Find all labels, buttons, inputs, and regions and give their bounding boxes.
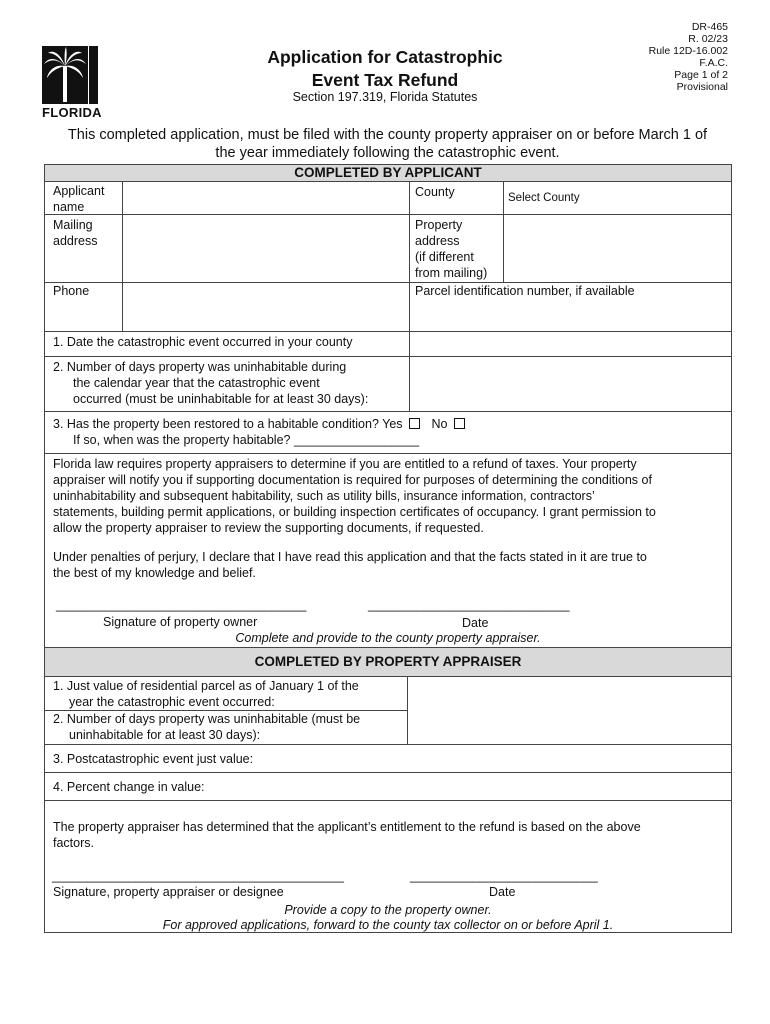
- page-title: [190, 46, 580, 92]
- divider: [45, 356, 731, 357]
- divider: [409, 181, 410, 411]
- label-line: name: [53, 200, 85, 214]
- divider: [45, 772, 731, 773]
- divider: [45, 676, 731, 677]
- appraiser-determination: [53, 819, 725, 851]
- no-label: No: [431, 417, 448, 431]
- divider: [503, 181, 504, 282]
- question-3: [53, 416, 465, 448]
- label-line: Property: [415, 218, 463, 232]
- yes-checkbox[interactable]: [409, 418, 420, 429]
- applicant-name-label: [53, 183, 104, 215]
- paragraph-line: the best of my knowledge and belief.: [53, 566, 256, 580]
- form-metadata: [649, 21, 728, 93]
- form-rule: Rule 12D-16.002: [648, 45, 728, 57]
- divider: [122, 181, 123, 331]
- appraiser-signature-line[interactable]: __________________________________________: [52, 869, 344, 883]
- appraiser-item-1-label: [53, 678, 359, 710]
- florida-logo: [40, 44, 100, 120]
- appraiser-section-heading: COMPLETED BY PROPERTY APPRAISER: [45, 648, 731, 676]
- paragraph-line: appraiser will notify you if supporting documentation is required for purposes of determining the conditions of: [53, 473, 652, 487]
- title-line-1: Application for Catastrophic: [267, 47, 503, 67]
- label-line: 2. Number of days property was uninhabitable (must be: [53, 712, 361, 726]
- label-line: from mailing): [415, 266, 488, 280]
- property-address-field[interactable]: [505, 216, 729, 280]
- paragraph-line: uninhabitability and subsequent habitability, such as utility bills, insurance information, contractors’: [53, 489, 595, 503]
- parcel-id-field[interactable]: [411, 300, 729, 329]
- form-id: DR-465: [691, 21, 728, 33]
- applicant-section-heading: COMPLETED BY APPLICANT: [45, 165, 731, 181]
- label-line: year the catastrophic event occurred:: [69, 695, 275, 709]
- applicant-name-field[interactable]: [124, 183, 407, 213]
- county-select[interactable]: [505, 183, 729, 213]
- page-number: Page 1 of 2: [674, 69, 728, 81]
- owner-signature-line[interactable]: ____________________________________: [56, 598, 307, 612]
- appraiser-item-2-label: [53, 711, 360, 743]
- paragraph-line: allow the property appraiser to review the supporting documents, if requested.: [53, 521, 484, 535]
- label-line: Mailing: [53, 218, 93, 232]
- parcel-id-label: Parcel identification number, if available: [415, 284, 635, 298]
- phone-label: Phone: [53, 284, 90, 298]
- title-line-2: Event Tax Refund: [311, 70, 459, 90]
- label-line: uninhabitable for at least 30 days):: [69, 728, 261, 742]
- divider: [45, 181, 731, 182]
- form-fac: F.A.C.: [699, 57, 728, 69]
- mailing-address-label: [53, 217, 97, 249]
- owner-date-line[interactable]: _____________________________: [368, 598, 570, 612]
- question-1-label: 1. Date the catastrophic event occurred in your county: [53, 335, 353, 349]
- owner-copy-note: Provide a copy to the property owner.: [284, 903, 492, 917]
- mailing-address-field[interactable]: [124, 216, 407, 280]
- applicant-submit-note: Complete and provide to the county property appraiser.: [235, 631, 541, 645]
- tax-collector-note: For approved applications, forward to the county tax collector on or before April 1.: [162, 918, 614, 932]
- label-line: the calendar year that the catastrophic event: [73, 376, 320, 390]
- filing-instructions: [30, 126, 745, 162]
- law-notice: [53, 456, 725, 536]
- logo-state-text: FLORIDA: [42, 105, 102, 120]
- appraiser-signature-label: Signature, property appraiser or designee: [53, 885, 284, 899]
- label-line: Applicant: [53, 184, 105, 198]
- appraiser-date-line[interactable]: ___________________________: [410, 869, 598, 883]
- label-line: address: [53, 234, 98, 248]
- divider: [45, 411, 731, 412]
- event-date-field[interactable]: [411, 333, 729, 355]
- divider: [45, 331, 731, 332]
- property-address-label: [415, 217, 487, 281]
- question-2-label: [53, 359, 368, 407]
- paragraph-line: factors.: [53, 836, 94, 850]
- form-revision: R. 02/23: [688, 33, 728, 45]
- divider: [45, 744, 731, 745]
- statute-reference: Section 197.319, Florida Statutes: [292, 90, 478, 104]
- label-line: 2. Number of days property was uninhabitable during: [53, 360, 347, 374]
- owner-signature-label: Signature of property owner: [103, 615, 258, 629]
- label-line: address: [415, 234, 460, 248]
- intro-line-2: the year immediately following the catastrophic event.: [215, 145, 560, 161]
- appraiser-item-3-label: 3. Postcatastrophic event just value:: [53, 752, 254, 766]
- county-label: County: [415, 185, 455, 199]
- habitable-date-line[interactable]: If so, when was the property habitable? __________________: [73, 433, 420, 447]
- owner-date-label: Date: [462, 616, 489, 630]
- paragraph-line: Florida law requires property appraisers to determine if you are entitled to a refund of taxes. Your property: [53, 457, 637, 471]
- divider: [45, 453, 731, 454]
- label-line: 1. Just value of residential parcel as of January 1 of the: [53, 679, 359, 693]
- paragraph-line: Under penalties of perjury, I declare that I have read this application and that the facts stated in it are true to: [53, 550, 647, 564]
- county-select-value: Select County: [508, 192, 580, 204]
- question-3-label: 3. Has the property been restored to a habitable condition? Yes: [53, 417, 403, 431]
- paragraph-line: statements, building permit applications, or building inspection certificates of occupancy. I grant permission to: [53, 505, 656, 519]
- form-status: Provisional: [676, 81, 728, 93]
- phone-field[interactable]: [124, 284, 407, 329]
- intro-line-1: This completed application, must be filed with the county property appraiser on or before March 1 of: [67, 127, 708, 143]
- divider: [45, 214, 731, 215]
- appraiser-item-4-label: 4. Percent change in value:: [53, 780, 205, 794]
- no-checkbox[interactable]: [454, 418, 465, 429]
- label-line: (if different: [415, 250, 474, 264]
- label-line: occurred (must be uninhabitable for at least 30 days):: [73, 392, 369, 406]
- divider: [45, 800, 731, 801]
- uninhabitable-days-field[interactable]: [411, 358, 729, 410]
- appraiser-date-label: Date: [489, 885, 516, 899]
- just-value-field[interactable]: [409, 678, 729, 742]
- perjury-declaration: [53, 549, 725, 581]
- divider: [407, 676, 408, 744]
- paragraph-line: The property appraiser has determined that the applicant’s entitlement to the refund is based on the above: [53, 820, 641, 834]
